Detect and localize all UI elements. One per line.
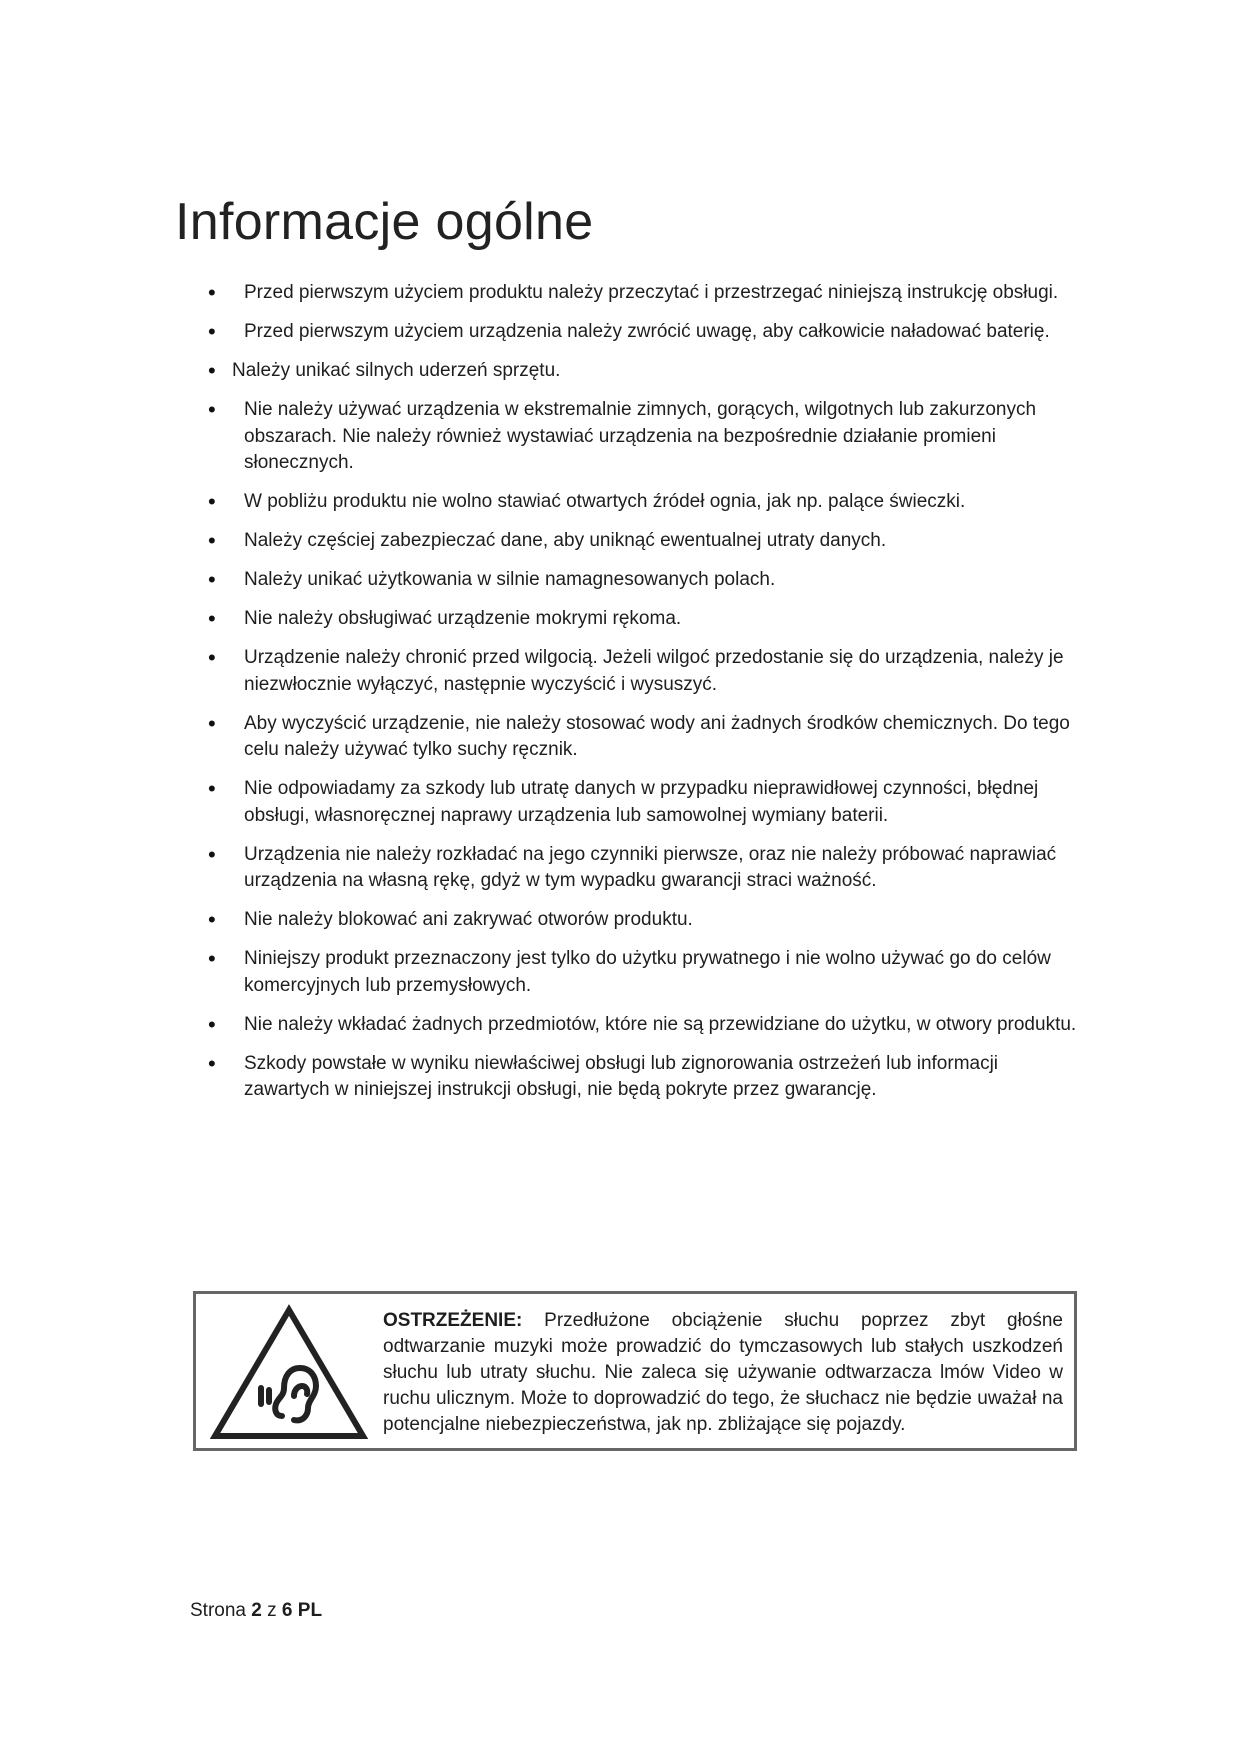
page-title: Informacje ogólne (175, 193, 594, 251)
list-item: • Należy unikać silnych uderzeń sprzętu. (208, 358, 1088, 385)
list-item: • Nie należy używać urządzenia w ekstremalnie zimnych, gorących, wilgotnych lub zakurzonych obszarach. Nie należy również wystawiać urządzenia na bezpośrednie działanie promieni słonecznych. (208, 397, 1088, 477)
warning-text (383, 1308, 1063, 1438)
safety-list (208, 280, 1088, 1116)
list-item: • Nie należy obsługiwać urządzenie mokrymi rękoma. (208, 606, 1088, 633)
list-item: • Przed pierwszym użyciem urządzenia należy zwrócić uwagę, aby całkowicie naładować baterię. (208, 319, 1088, 346)
list-item: • Niniejszy produkt przeznaczony jest tylko do użytku prywatnego i nie wolno używać go do celów komercyjnych lub przemysłowych. (208, 946, 1088, 999)
list-item: • Szkody powstałe w wyniku niewłaściwej obsługi lub zignorowania ostrzeżeń lub informacji zawartych w niniejszej instrukcji obsługi, nie będą pokryte przez gwarancję. (208, 1051, 1088, 1104)
list-item: • Urządzenie należy chronić przed wilgocią. Jeżeli wilgoć przedostanie się do urządzenia, należy je niezwłocznie wyłączyć, następnie wyczyścić i wysuszyć. (208, 645, 1088, 698)
list-item: • Należy unikać użytkowania w silnie namagnesowanych polach. (208, 567, 1088, 594)
list-item: • W pobliżu produktu nie wolno stawiać otwartych źródeł ognia, jak np. palące świeczki. (208, 489, 1088, 516)
warning-body: Przedłużone obciążenie słuchu poprzez zbyt głośne odtwarzanie muzyki może prowadzić do tymczasowych lub stałych uszkodzeń słuchu lub utraty słuchu. Nie zaleca się używanie odtwarzacza lmów Video w ruchu ulicznym. Może to doprowadzić do tego, że słuchacz nie będzie uważał na potencjalne niebezpieczeństwa, jak np. zbliżające się pojazdy. (383, 1310, 1063, 1435)
footer-lang: PL (297, 1600, 323, 1621)
footer-total: 6 (281, 1600, 293, 1621)
list-item: • Nie należy wkładać żadnych przedmiotów, które nie są przewidziane do użytku, w otwory produktu. (208, 1012, 1088, 1039)
footer-page: 2 (251, 1600, 262, 1621)
list-item: • Należy częściej zabezpieczać dane, aby uniknąć ewentualnej utraty danych. (208, 528, 1088, 555)
list-item: • Aby wyczyścić urządzenie, nie należy stosować wody ani żadnych środków chemicznych. Do tego celu należy używać tylko suchy ręcznik. (208, 711, 1088, 764)
footer-prefix: Strona (190, 1600, 252, 1621)
hearing-warning-icon (210, 1304, 368, 1442)
list-item: • Nie należy blokować ani zakrywać otworów produktu. (208, 907, 1088, 934)
footer-of: z (261, 1600, 282, 1621)
list-item: • Przed pierwszym użyciem produktu należy przeczytać i przestrzegać niniejszą instrukcję obsługi. (208, 280, 1088, 307)
warning-label: OSTRZEŻENIE: (383, 1310, 523, 1331)
page-footer (190, 1600, 322, 1622)
list-item: • Urządzenia nie należy rozkładać na jego czynniki pierwsze, oraz nie należy próbować naprawiać urządzenia na własną rękę, gdyż w tym wypadku gwarancji straci ważność. (208, 842, 1088, 895)
hearing-warning-box (193, 1291, 1077, 1451)
list-item: • Nie odpowiadamy za szkody lub utratę danych w przypadku nieprawidłowej czynności, błędnej obsługi, własnoręcznej naprawy urządzenia lub samowolnej wymiany baterii. (208, 776, 1088, 829)
